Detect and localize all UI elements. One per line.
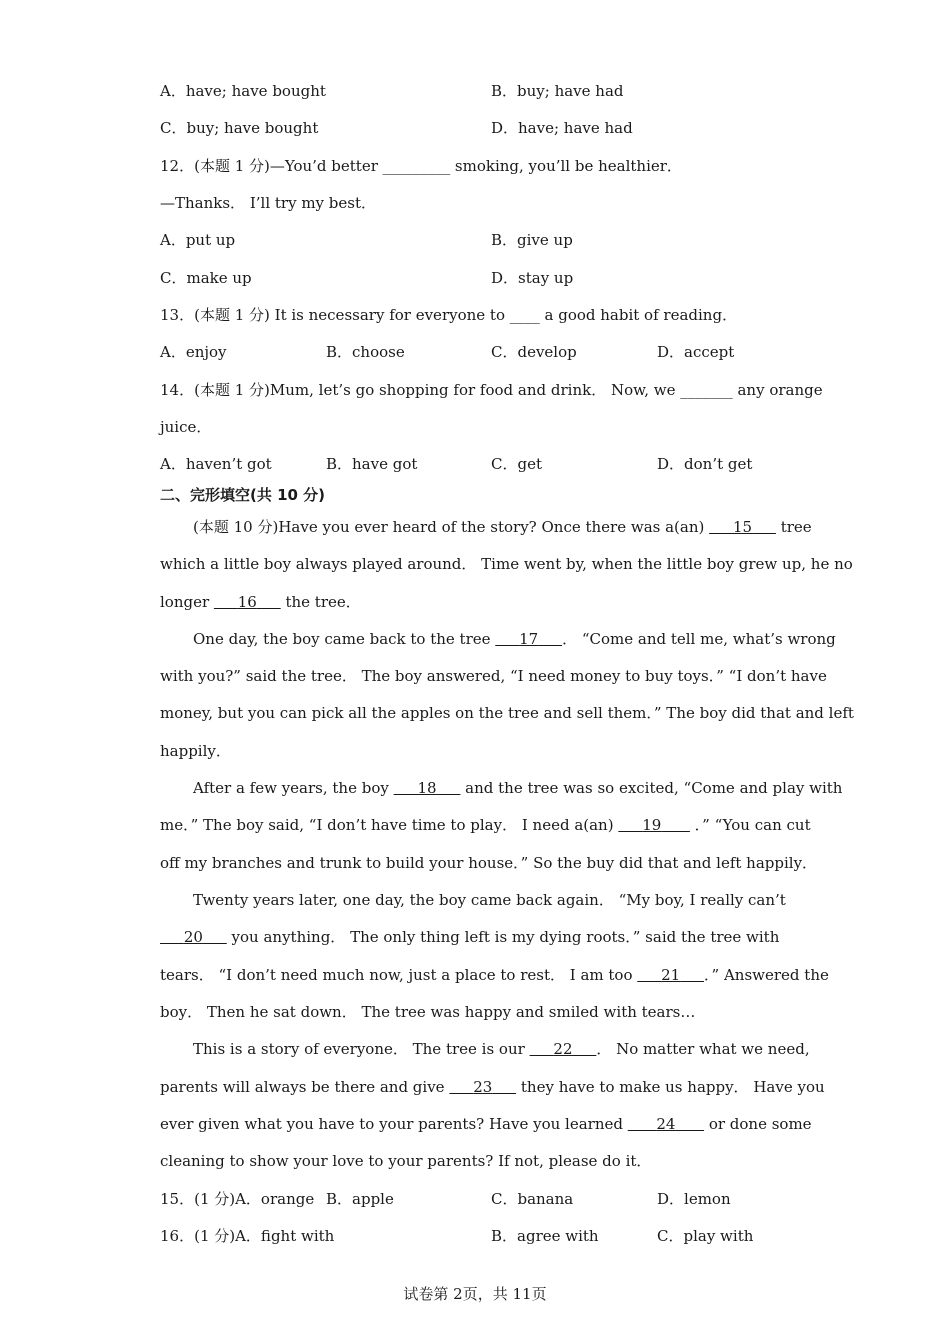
passage-line: ever given what you have to your parents? Have you learned 24 or done some [160, 1115, 812, 1133]
passage-line: cleaning to show your love to your parents? If not, please do it． [160, 1152, 652, 1170]
q14-option-d: D．don’t get [657, 455, 753, 473]
passage-line: with you?” said the tree． The boy answered, “I need money to buy toys．” “I don’t have [160, 667, 827, 685]
passage-line: parents will always be there and give 23 they have to make us happy． Have you [160, 1078, 825, 1096]
blank-17: 17 [519, 630, 539, 648]
q14-stem: 14．(本题 1 分)Mum, let’s go shopping for food and drink． Now, we _______ any orange [160, 381, 823, 399]
blank-24: 24 [656, 1115, 676, 1133]
q13-stem: 13．(本题 1 分) It is necessary for everyone to ____ a good habit of reading． [160, 306, 738, 324]
q13-option-a: A．enjoy [160, 343, 227, 361]
q15-option-a: 15．(1 分)A．orange [160, 1190, 315, 1208]
passage-line: happily． [160, 742, 231, 760]
q11-option-c: C．buy; have bought [160, 119, 319, 137]
blank-18: 18 [417, 779, 437, 797]
blank-23: 23 [473, 1078, 493, 1096]
q11-option-d: D．have; have had [491, 119, 633, 137]
q16-option-b: B．agree with [491, 1227, 599, 1245]
q14-option-a: A．haven’t got [160, 455, 272, 473]
q11-option-a: A．have; have bought [160, 82, 326, 100]
passage-line: 20 you anything． The only thing left is my dying roots．” said the tree with [160, 927, 779, 947]
q13-option-c: C．develop [491, 343, 577, 361]
passage-line: After a few years, the boy 18 and the tree was so excited, “Come and play with [193, 779, 843, 797]
passage-line: Twenty years later, one day, the boy came back again． “My boy, I really can’t [193, 891, 786, 909]
blank-21: 21 [661, 966, 681, 984]
passage-line: money, but you can pick all the apples on the tree and sell them．” The boy did that and left [160, 704, 854, 722]
page-footer: 试卷第 2页，共 11页 [403, 1285, 547, 1303]
q13-option-b: B．choose [326, 343, 405, 361]
passage-line: longer 16 the tree． [160, 593, 361, 611]
passage-line: This is a story of everyone． The tree is our 22 ． No matter what we need, [193, 1040, 810, 1058]
q11-option-b: B．buy; have had [491, 82, 624, 100]
q16-option-c: C．play with [657, 1227, 754, 1245]
q16-option-a: 16．(1 分)A．fight with [160, 1227, 335, 1245]
q12-option-d: D．stay up [491, 269, 574, 287]
passage-line: boy． Then he sat down． The tree was happy and smiled with tears… [160, 1003, 696, 1021]
q14-option-c: C．get [491, 455, 542, 473]
q12-reply: —Thanks． I’ll try my best． [160, 194, 376, 212]
passage-line: (本题 10 分)Have you ever heard of the story? Once there was a(an) 15 tree [193, 518, 812, 536]
q12-option-a: A．put up [160, 231, 236, 249]
q14-stem-cont: juice． [160, 418, 212, 436]
passage-line: One day, the boy came back to the tree 17 ． “Come and tell me, what’s wrong [193, 630, 836, 648]
q12-stem: 12．(本题 1 分)—You’d better _________ smoking, you’ll be healthier． [160, 157, 682, 175]
blank-16: 16 [237, 593, 257, 611]
passage-line: tears． “I don’t need much now, just a place to rest． I am too 21 ．” Answered the [160, 966, 829, 984]
q15-option-b: B．apple [326, 1190, 394, 1208]
passage-line: which a little boy always played around． Time went by, when the little boy grew up, he no [160, 555, 853, 573]
q15-option-d: D．lemon [657, 1190, 731, 1208]
q12-option-c: C．make up [160, 269, 252, 287]
q12-option-b: B．give up [491, 231, 573, 249]
blank-22: 22 [553, 1040, 573, 1058]
section-heading: 二、完形填空(共 10 分) [160, 486, 326, 504]
q13-option-d: D．accept [657, 343, 735, 361]
blank-15: 15 [732, 518, 753, 536]
passage-line: me．” The boy said, “I don’t have time to play． I need a(an) 19 ．” “You can cut [160, 816, 811, 834]
passage-line: off my branches and trunk to build your house．” So the buy did that and left happily． [160, 854, 818, 872]
blank-20: 20 [183, 928, 203, 946]
q14-option-b: B．have got [326, 455, 418, 473]
blank-19: 19 [642, 816, 662, 834]
q15-option-c: C．banana [491, 1190, 574, 1208]
